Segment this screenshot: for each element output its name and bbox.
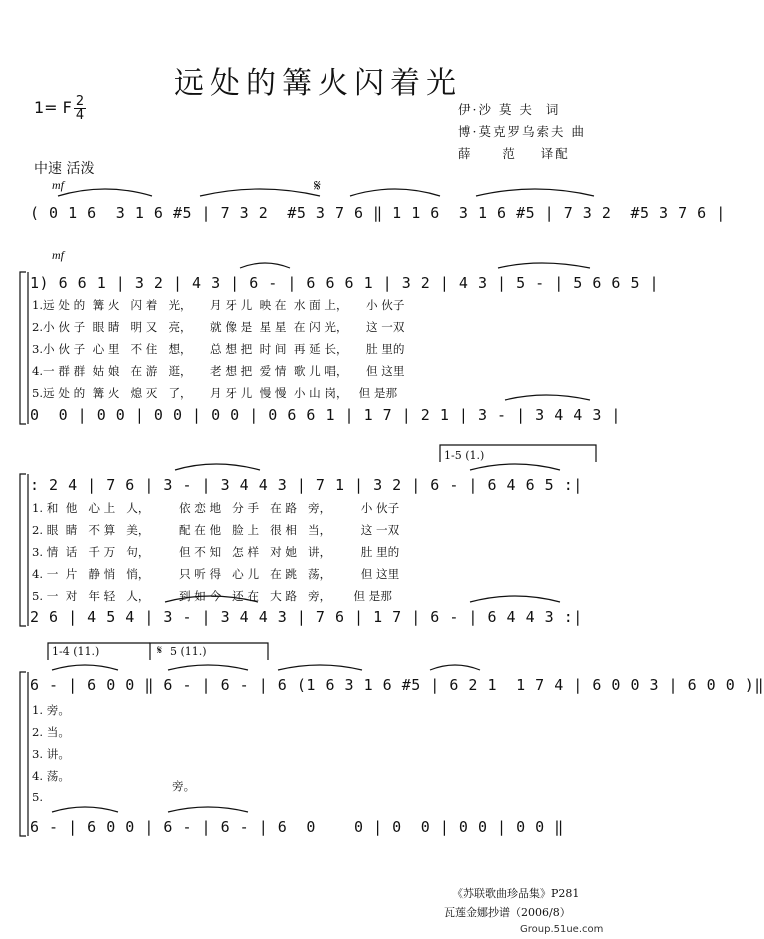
slur [430, 665, 480, 670]
time-signature-bottom: 4 [75, 108, 85, 123]
system3-lower-notes: 2 6 | 4 5 4 | 3 - | 3 4 4 3 | 7 6 | 1 7 | 6 - | 6 4 4 3 :| [30, 608, 583, 626]
system4-lyric-verse3: 3. 讲。 [32, 747, 70, 761]
key-signature: 1= F [34, 98, 72, 117]
copyist-credit: 瓦莲金娜抄谱（2006/8） [444, 906, 571, 919]
system4-lyric-verse5-number: 5. [32, 790, 44, 804]
composer-credit: 博·莫克罗乌索夫 曲 [458, 124, 586, 139]
slur [498, 263, 590, 268]
volta2-label: 5 (11.) [170, 645, 207, 658]
system3-upper-notes: : 2 4 | 7 6 | 3 - | 3 4 4 3 | 7 1 | 3 2 | 6 - | 6 4 6 5 :| [30, 476, 583, 494]
song-title: 远处的篝火闪着光 [174, 66, 462, 101]
system4-lyric-verse5-end: 旁。 [172, 779, 196, 793]
system2-lyric-verse5: 5.远 处 的 篝 火 熄 灭 了， 月 牙 儿 慢 慢 小 山 岗， 但 是那 [32, 386, 398, 400]
system3-lyric-verse4: 4. 一 片 静 悄 悄， 只 听 得 心 儿 在 跳 荡， 但 这里 [32, 567, 400, 581]
system2-lower-notes: 0 0 | 0 0 | 0 0 | 0 0 | 0 6 6 1 | 1 7 | 2 1 | 3 - | 3 4 4 3 | [30, 406, 621, 424]
dynamic-marking-intro: mf [52, 178, 64, 192]
slur [168, 665, 248, 670]
source-citation: 《苏联歌曲珍品集》P281 [452, 887, 580, 900]
system2-upper-notes: 1) 6 6 1 | 3 2 | 4 3 | 6 - | 6 6 6 1 | 3 2 | 4 3 | 5 - | 5 6 6 5 | [30, 274, 660, 292]
slur [240, 263, 290, 268]
slur [470, 596, 560, 602]
system2-lyric-verse1: 1.远 处 的 篝 火 闪 着 光， 月 牙 儿 映 在 水 面 上， 小 伙子 [32, 298, 405, 312]
slur [58, 189, 152, 196]
system1-notes: ( 0 1 6 3 1 6 #5 | 7 3 2 #5 3 7 6 ‖ 1 1 6 3 1 6 #5 | 7 3 2 #5 3 7 6 | [30, 204, 726, 222]
system2-lyric-verse3: 3.小 伙 子 心 里 不 住 想， 总 想 把 时 间 再 延 长， 肚 里的 [32, 342, 405, 356]
slur [278, 665, 362, 670]
system4-bracket [20, 672, 26, 836]
segno-sign-small: 𝄋 [157, 643, 163, 657]
slur [52, 665, 118, 670]
slur [476, 189, 594, 196]
system3-lyric-verse5: 5. 一 对 年 轻 人， 到 如 今 还 在 大 路 旁， 但 是那 [32, 589, 392, 603]
translator-credit: 薛 范 译配 [458, 146, 570, 161]
volta-bracket-label: 1-5 (1.) [444, 449, 485, 462]
lyricist-credit: 伊·沙 莫 夫 词 [458, 102, 561, 117]
slur [200, 189, 320, 196]
volta-bracket-line [440, 445, 596, 462]
volta1-line [48, 643, 150, 660]
system2-lyric-verse2: 2.小 伙 子 眼 睛 明 又 亮， 就 像 是 星 星 在 闪 光， 这 一双 [32, 320, 405, 334]
volta2-line [150, 643, 268, 660]
system2-bracket [20, 272, 26, 424]
dynamic-marking-system2: mf [52, 248, 64, 262]
system3-lyric-verse3: 3. 情 话 千 万 句， 但 不 知 怎 样 对 她 讲， 肚 里的 [32, 545, 400, 559]
time-signature-top: 2 [75, 94, 85, 109]
slur [350, 189, 440, 196]
slur [168, 807, 248, 812]
site-watermark: Group.51ue.com [520, 924, 604, 935]
system4-lyric-verse2: 2. 当。 [32, 725, 70, 739]
system3-lyric-verse2: 2. 眼 睛 不 算 美， 配 在 他 脸 上 很 相 当， 这 一双 [32, 523, 400, 537]
slur [175, 464, 260, 470]
system4-lyric-verse4: 4. 荡。 [32, 769, 70, 783]
slur [470, 464, 560, 470]
segno-sign: 𝄋 [314, 176, 321, 195]
system4-lyric-verse1: 1. 旁。 [32, 703, 70, 717]
system3-lyric-verse1: 1. 和 他 心 上 人， 依 恋 地 分 手 在 路 旁， 小 伙子 [32, 501, 400, 515]
system4-upper-notes: 6 - | 6 0 0 ‖ 6 - | 6 - | 6 (1 6 3 1 6 #5 | 6 2 1 1 7 4 | 6 0 0 3 | 6 0 0 )‖ [30, 676, 764, 694]
system4-lower-notes: 6 - | 6 0 0 | 6 - | 6 - | 6 0 0 | 0 0 | 0 0 | 0 0 ‖ [30, 818, 564, 836]
tempo-marking: 中速 活泼 [34, 161, 95, 177]
system2-lyric-verse4: 4.一 群 群 姑 娘 在 游 逛， 老 想 把 爱 情 歌 儿 唱， 但 这里 [32, 364, 405, 378]
slur [52, 807, 118, 812]
system3-bracket [20, 474, 26, 626]
slur [165, 596, 258, 602]
slur [505, 395, 590, 400]
volta1-label: 1-4 (11.) [52, 645, 100, 658]
